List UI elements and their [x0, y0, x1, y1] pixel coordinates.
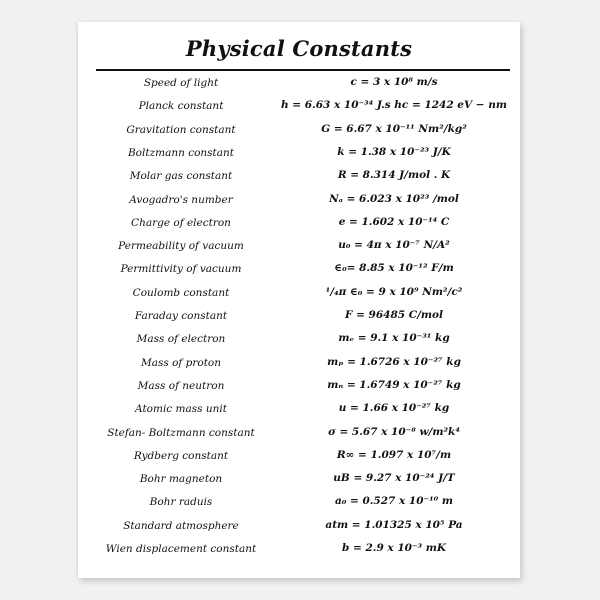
constant-value: mₑ = 9.1 x 10⁻³¹ kg [338, 332, 450, 345]
constant-value: ∈₀= 8.85 x 10⁻¹² F/m [334, 262, 454, 275]
constant-name: Bohr magneton [139, 473, 223, 486]
constant-row [78, 165, 520, 188]
constant-value: a₀ = 0.527 x 10⁻¹⁰ m [334, 495, 454, 508]
constant-value: b = 2.9 x 10⁻³ mK [342, 542, 446, 554]
constant-name: Mass of neutron [137, 379, 225, 392]
constant-name: Charge of electron [131, 216, 231, 229]
constant-value: mₙ = 1.6749 x 10⁻²⁷ kg [327, 378, 461, 391]
constant-row [78, 352, 520, 375]
constant-name: Bohr raduis [149, 496, 213, 509]
constant-name: Avogadro's number [129, 193, 233, 206]
constant-row [78, 515, 520, 538]
constant-name: Rydberg constant [133, 449, 229, 462]
constant-name: Boltzmann constant [127, 146, 235, 159]
constant-name: Molar gas constant [129, 170, 233, 183]
constant-name: Permeability of vacuum [118, 240, 244, 253]
constant-row [78, 538, 520, 561]
constant-row [78, 491, 520, 514]
constant-row [78, 422, 520, 445]
constant-row [78, 72, 520, 95]
constant-row [78, 119, 520, 142]
constant-name: Atomic mass unit [135, 403, 227, 416]
constant-name: Standard atmosphere [123, 519, 239, 532]
constant-row [78, 328, 520, 351]
constant-row [78, 445, 520, 468]
constant-name: Planck constant [138, 100, 224, 113]
poster [78, 22, 520, 578]
constant-value: u = 1.66 x 10⁻²⁷ kg [338, 402, 450, 415]
constant-value: σ = 5.67 x 10⁻⁸ w/m²k⁴ [328, 425, 460, 438]
constant-name: Coulomb constant [132, 286, 230, 299]
constant-value: uB = 9.27 x 10⁻²⁴ J/T [333, 472, 455, 485]
constant-value: ¹/₄π ∈₀ = 9 x 10⁹ Nm²/c² [325, 285, 463, 298]
constant-name: Wien displacement constant [105, 543, 257, 555]
constant-row [78, 258, 520, 281]
constant-name: Permittivity of vacuum [120, 263, 242, 276]
constant-row [78, 95, 520, 118]
constant-value: k = 1.38 x 10⁻²³ J/K [337, 145, 451, 158]
constant-value: Nₐ = 6.023 x 10²³ /mol [329, 192, 459, 205]
constant-name: Mass of proton [140, 356, 222, 369]
constant-row [78, 375, 520, 398]
constant-row [78, 282, 520, 305]
constant-row [78, 212, 520, 235]
page-title: Physical Constants [185, 36, 413, 61]
constant-row [78, 142, 520, 165]
constant-value: mₚ = 1.6726 x 10⁻²⁷ kg [327, 355, 461, 368]
constant-value: c = 3 x 10⁸ m/s [350, 76, 438, 88]
constant-value: atm = 1.01325 x 10⁵ Pa [325, 518, 463, 531]
constant-name: Faraday constant [134, 310, 228, 322]
constant-value: h = 6.63 x 10⁻³⁴ J.s hc = 1242 eV − nm [281, 99, 507, 112]
constant-value: G = 6.67 x 10⁻¹¹ Nm²/kg² [321, 122, 467, 135]
constant-row [78, 305, 520, 328]
title-divider [96, 69, 510, 71]
constant-row [78, 235, 520, 258]
constant-row [78, 189, 520, 212]
constant-value: u₀ = 4π x 10⁻⁷ N/A² [338, 239, 450, 252]
constant-name: Speed of light [143, 77, 219, 89]
constant-row [78, 398, 520, 421]
constant-value: e = 1.602 x 10⁻¹⁴ C [338, 215, 450, 228]
constant-row [78, 468, 520, 491]
constant-value: R∞ = 1.097 x 10⁷/m [336, 448, 452, 461]
constant-name: Stefan- Boltzmann constant [107, 426, 255, 439]
constant-name: Gravitation constant [126, 123, 236, 136]
constant-name: Mass of electron [136, 333, 226, 346]
constant-value: R = 8.314 J/mol . K [337, 169, 451, 182]
constant-value: F = 96485 C/mol [344, 309, 444, 321]
